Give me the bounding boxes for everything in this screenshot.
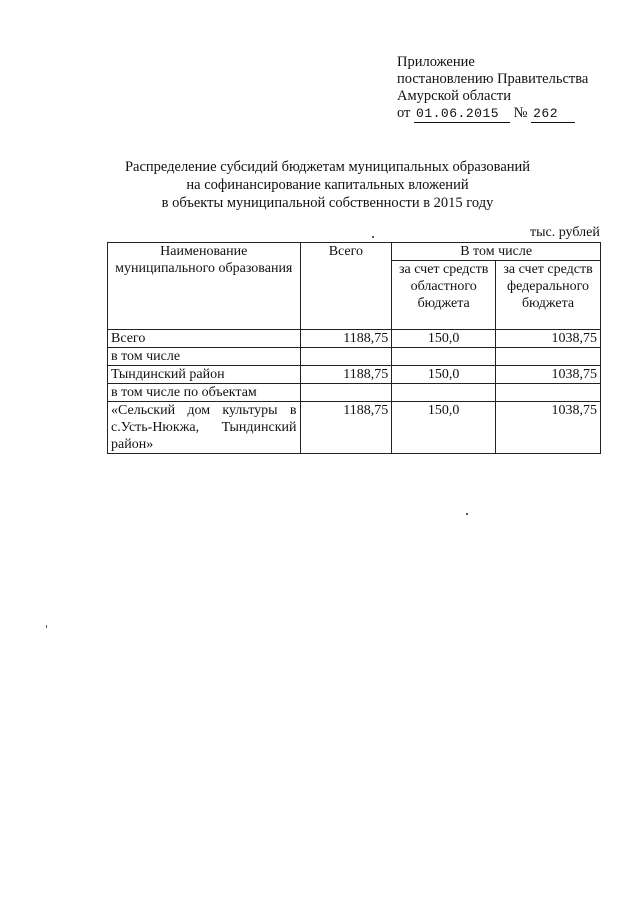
- scan-speck: [46, 625, 47, 628]
- table-row: [108, 330, 601, 348]
- row-name: Всего: [108, 330, 301, 348]
- row-regional: 150,0: [392, 366, 496, 384]
- title-line-3: в объекты муниципальной собственности в 2015 году: [161, 195, 494, 211]
- table-row: [108, 402, 601, 454]
- row-name: в том числе по объектам: [108, 384, 301, 402]
- table-row: [108, 384, 601, 402]
- scan-speck: [372, 236, 374, 238]
- appendix-decree-line: постановлению Правительства: [397, 71, 589, 87]
- header-regional: за счет средств областного бюджета: [392, 261, 496, 330]
- row-regional: [392, 384, 496, 402]
- row-regional: [392, 348, 496, 366]
- header-federal: за счет средств федерального бюджета: [496, 261, 601, 330]
- row-name: в том числе: [108, 348, 301, 366]
- row-regional: 150,0: [392, 402, 496, 454]
- row-total: 1188,75: [300, 402, 392, 454]
- scan-speck: [466, 513, 468, 515]
- appendix-region-line: Амурской области: [397, 88, 511, 104]
- decree-number: 262: [531, 105, 575, 123]
- table-header-row: [108, 243, 601, 261]
- table-row: [108, 348, 601, 366]
- number-label: №: [513, 105, 528, 121]
- table-row: [108, 366, 601, 384]
- row-federal: [496, 384, 601, 402]
- row-federal: 1038,75: [496, 402, 601, 454]
- document-title: [100, 158, 555, 212]
- row-regional: 150,0: [392, 330, 496, 348]
- row-total: [300, 384, 392, 402]
- row-total: [300, 348, 392, 366]
- row-name: «Сельский дом культуры в с.Усть-Нюкжа, Тындинский район»: [108, 402, 301, 454]
- decree-date-number: [397, 105, 588, 123]
- date-prefix: от: [397, 105, 411, 121]
- row-name: Тындинский район: [108, 366, 301, 384]
- header-total: Всего: [300, 243, 392, 330]
- title-line-2: на софинансирование капитальных вложений: [186, 177, 469, 193]
- units-label: тыс. рублей: [530, 225, 600, 240]
- header-name: Наименование муниципального образования: [108, 243, 301, 330]
- decree-date: 01.06.2015: [414, 105, 510, 123]
- header-including: В том числе: [392, 243, 601, 261]
- title-line-1: Распределение субсидий бюджетам муниципальных образований: [124, 159, 531, 175]
- distribution-table: [107, 242, 601, 454]
- row-total: 1188,75: [300, 366, 392, 384]
- row-federal: 1038,75: [496, 330, 601, 348]
- appendix-title: Приложение: [397, 54, 475, 70]
- row-total: 1188,75: [300, 330, 392, 348]
- row-federal: [496, 348, 601, 366]
- appendix-block: [397, 54, 588, 123]
- row-federal: 1038,75: [496, 366, 601, 384]
